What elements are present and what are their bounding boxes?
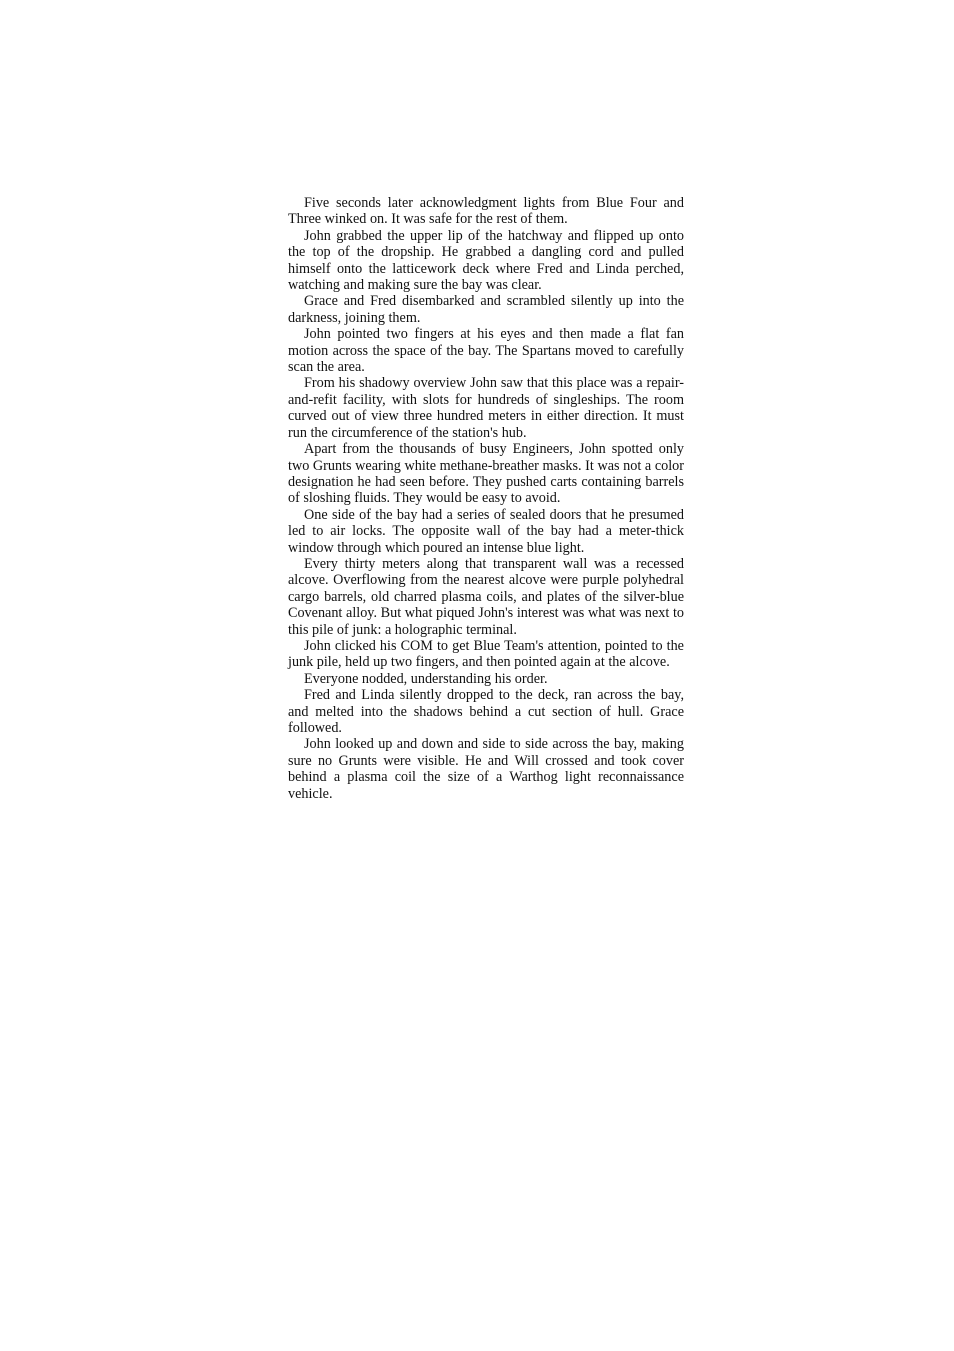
paragraph: From his shadowy overview John saw that this place was a repair-and-refit facility, with slots for hundreds of singleships. The room curved out of view three hundred meters in either direction. It must run the circumference of the station's hub. xyxy=(288,375,684,441)
paragraph: One side of the bay had a series of sealed doors that he presumed led to air locks. The opposite wall of the bay had a meter-thick window through which poured an intense blue light. xyxy=(288,506,684,556)
paragraph: Everyone nodded, understanding his order. xyxy=(304,670,548,687)
paragraph: Every thirty meters along that transparent wall was a recessed alcove. Overflowing from the nearest alcove were purple polyhedral cargo barrels, old charred plasma coils, and plates of the silver-blue Covenant alloy. But what piqued John's interest was what was next to this pile of junk: a holographic terminal. xyxy=(288,555,684,638)
paragraph: John looked up and down and side to side across the bay, making sure no Grunts were visible. He and Will crossed and took cover behind a plasma coil the size of a Warthog light reconnaissance vehicle. xyxy=(288,736,684,802)
paragraph: Five seconds later acknowledgment lights from Blue Four and Three winked on. It was safe for the rest of them. xyxy=(288,195,684,228)
paragraph: Grace and Fred disembarked and scrambled silently up into the darkness, joining them. xyxy=(288,293,684,326)
paragraph: Fred and Linda silently dropped to the deck, ran across the bay, and melted into the shadows behind a cut section of hull. Grace followed. xyxy=(288,687,684,736)
paragraph: Apart from the thousands of busy Engineers, John spotted only two Grunts wearing white methane-breather masks. It was not a color designation he had seen before. They pushed carts containing barrels of sloshing fluids. They would be easy to avoid. xyxy=(288,441,684,507)
paragraph: John clicked his COM to get Blue Team's attention, pointed to the junk pile, held up two fingers, and then pointed again at the alcove. xyxy=(288,637,684,671)
paragraph: John pointed two fingers at his eyes and then made a flat fan motion across the space of the bay. The Spartans moved to carefully scan the area. xyxy=(288,326,684,376)
paragraph: John grabbed the upper lip of the hatchway and flipped up onto the top of the dropship. He grabbed a dangling cord and pulled himself onto the latticework deck where Fred and Linda perched, watching and making sure the bay was clear. xyxy=(288,227,684,294)
body-text xyxy=(288,195,684,802)
